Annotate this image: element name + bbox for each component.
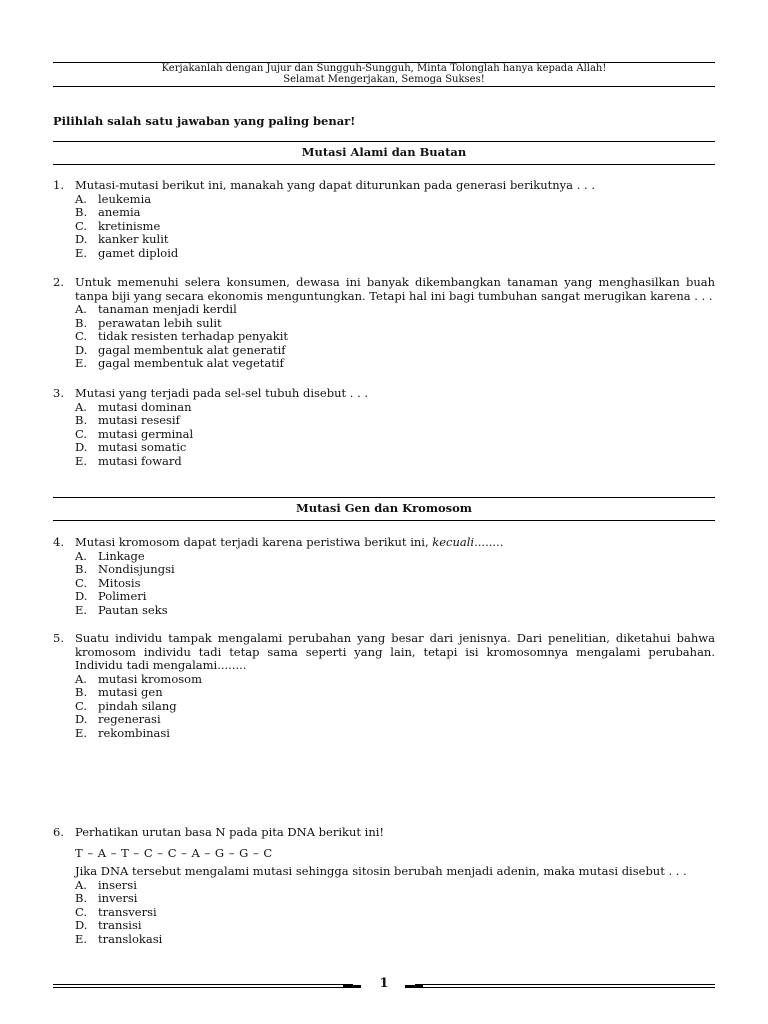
question-number: 2. <box>53 275 64 289</box>
question-stem: Mutasi-mutasi berikut ini, manakah yang dapat diturunkan pada generasi berikutnya . . . <box>75 178 595 192</box>
question-number: 3. <box>53 386 64 400</box>
question-2 <box>53 276 715 371</box>
option-b[interactable]: B. perawatan lebih sulit <box>75 315 222 330</box>
page-number: 1 <box>379 976 389 991</box>
question-stem: Mutasi yang terjadi pada sel-sel tubuh disebut . . . <box>75 386 369 400</box>
section-1-bottom-rule <box>53 164 715 165</box>
question-stem-continued: Jika DNA tersebut mengalami mutasi sehingga sitosin berubah menjadi adenin, maka mutasi disebut . . . <box>75 864 687 878</box>
option-a[interactable]: A. leukemia <box>75 191 152 206</box>
option-c[interactable]: C. pindah silang <box>75 698 177 713</box>
option-d[interactable]: D. regenerasi <box>75 712 161 726</box>
option-e[interactable]: E. rekombinasi <box>75 725 170 740</box>
option-a[interactable]: A. Linkage <box>75 548 145 563</box>
dna-sequence: T – A – T – C – C – A – G – G – C <box>75 845 273 860</box>
option-b[interactable]: B. Nondisjungsi <box>75 562 175 576</box>
motto-line-1: Kerjakanlah dengan Jujur dan Sungguh-Sungguh, Minta Tolonglah hanya kepada Allah! <box>161 63 607 74</box>
option-d[interactable]: D. mutasi somatic <box>75 440 187 454</box>
question-number: 5. <box>53 631 64 645</box>
option-e[interactable]: E. gamet diploid <box>75 245 179 260</box>
question-number: 1. <box>53 178 64 192</box>
motto-line-2: Selamat Mengerjakan, Semoga Sukses! <box>283 74 485 85</box>
question-4 <box>53 536 715 617</box>
footer-rule-left-accent <box>343 985 361 988</box>
option-d[interactable]: D. gagal membentuk alat generatif <box>75 342 286 357</box>
section-1-title: Mutasi Alami dan Buatan <box>301 145 467 159</box>
option-e[interactable]: E. gagal membentuk alat vegetatif <box>75 356 284 370</box>
option-a[interactable]: A. mutasi kromosom <box>75 671 202 686</box>
section-2-title: Mutasi Gen dan Kromosom <box>296 501 472 515</box>
option-e[interactable]: E. translokasi <box>75 931 163 946</box>
option-d[interactable]: D. Polimeri <box>75 589 147 603</box>
question-5 <box>53 632 715 740</box>
section-2-bottom-rule <box>53 520 715 521</box>
option-c[interactable]: C. kretinisme <box>75 218 161 233</box>
footer-rule-left <box>53 984 353 985</box>
option-b[interactable]: B. mutasi gen <box>75 685 163 699</box>
question-6 <box>53 826 715 946</box>
question-number: 6. <box>53 825 64 839</box>
option-a[interactable]: A. tanaman menjadi kerdil <box>75 302 237 316</box>
question-3 <box>53 387 715 468</box>
footer-rule-left-2 <box>53 987 353 988</box>
question-stem-emphasis: kecuali <box>432 535 475 549</box>
header-bottom-rule <box>53 86 715 87</box>
option-c[interactable]: C. tidak resisten terhadap penyakit <box>75 329 289 343</box>
option-a[interactable]: A. mutasi dominan <box>75 399 192 414</box>
option-d[interactable]: D. kanker kulit <box>75 232 169 246</box>
section-1-top-rule <box>53 141 715 142</box>
option-d[interactable]: D. transisi <box>75 918 142 932</box>
question-stem: Suatu individu tampak mengalami perubahan yang besar dari jenisnya. Dari penelitian, diketahui bahwa kromosom individu tadi tetap sama seperti yang lain, tetapi isi kromosomnya mengalami perubahan. Individu tadi mengalami........ <box>75 631 715 672</box>
option-c[interactable]: C. transversi <box>75 904 157 919</box>
footer-rule-right-2 <box>415 987 715 988</box>
question-stem: Perhatikan urutan basa N pada pita DNA berikut ini! <box>75 825 385 839</box>
section-2-top-rule <box>53 497 715 498</box>
option-e[interactable]: E. Pautan seks <box>75 602 168 617</box>
instruction: Pilihlah salah satu jawaban yang paling benar! <box>53 114 356 128</box>
option-c[interactable]: C. mutasi germinal <box>75 426 194 441</box>
footer-rule-right <box>415 984 715 985</box>
option-b[interactable]: B. anemia <box>75 205 141 219</box>
option-b[interactable]: B. inversi <box>75 891 138 905</box>
option-c[interactable]: C. Mitosis <box>75 575 141 590</box>
question-1 <box>53 179 715 260</box>
question-number: 4. <box>53 535 64 549</box>
option-b[interactable]: B. mutasi resesif <box>75 413 180 427</box>
option-e[interactable]: E. mutasi foward <box>75 453 182 468</box>
page-footer <box>53 976 715 992</box>
question-stem-tail: ........ <box>474 535 504 549</box>
question-stem: Mutasi kromosom dapat terjadi karena peristiwa berikut ini, <box>75 535 429 549</box>
option-a[interactable]: A. insersi <box>75 877 137 892</box>
question-stem: Untuk memenuhi selera konsumen, dewasa ini banyak dikembangkan tanaman yang menghasilkan buah tanpa biji yang secara ekonomis menguntungkan. Tetapi hal ini bagi tumbuhan sangat merugikan karena . . . <box>75 275 715 303</box>
